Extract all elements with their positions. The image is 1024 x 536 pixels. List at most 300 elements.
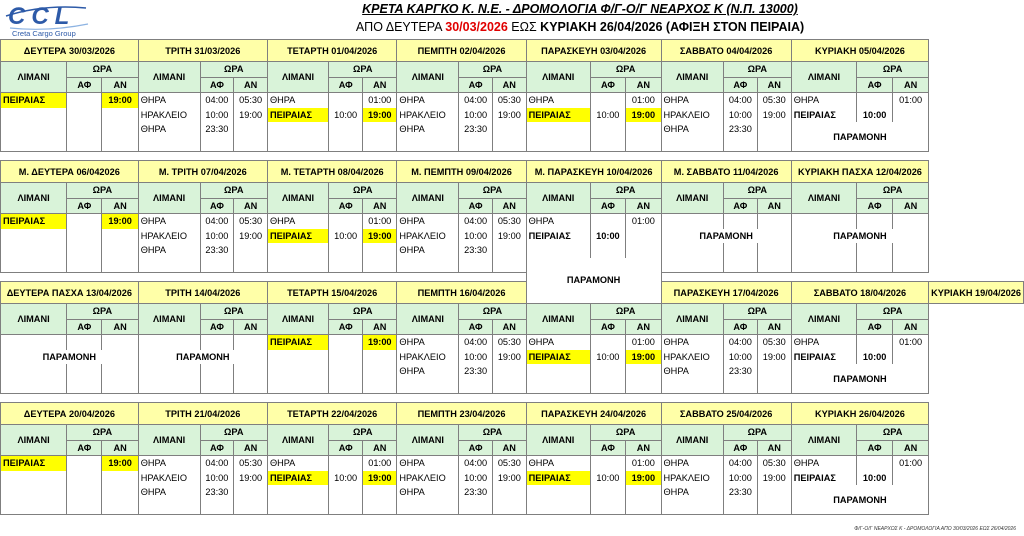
port-cell: ΗΡΑΚΛΕΙΟ: [138, 108, 200, 123]
arrival-time-cell: 19:00: [363, 471, 397, 486]
port-column-header: ΛΙΜΑΝΙ: [267, 62, 328, 93]
port-cell: ΘΗΡΑ: [397, 456, 459, 471]
arrival-time-cell: [102, 471, 138, 486]
departure-time-cell: [459, 137, 493, 152]
port-cell: ΠΕΙΡΑΙΑΣ: [267, 471, 328, 486]
port-cell: [661, 137, 723, 152]
arrival-column-header: ΑΝ: [893, 198, 929, 214]
day-header: Μ. ΣΑΒΒΑΤΟ 11/04/2026: [661, 161, 791, 183]
arrival-time-cell: [757, 122, 791, 137]
departure-column-header: ΑΦ: [67, 319, 102, 335]
schedule-grid: [0, 39, 1024, 515]
port-column-header: ΛΙΜΑΝΙ: [1, 425, 67, 456]
arrival-time-cell: 19:00: [626, 471, 661, 486]
arrival-time-cell: 05:30: [757, 335, 791, 350]
port-cell: ΠΕΙΡΑΙΑΣ: [791, 108, 856, 123]
arrival-column-header: ΑΝ: [492, 319, 526, 335]
departure-time-cell: 10:00: [329, 471, 363, 486]
day-header: ΠΕΜΠΤΗ 02/04/2026: [397, 40, 526, 62]
departure-time-cell: 23:30: [459, 485, 493, 500]
departure-time-cell: 23:30: [723, 122, 757, 137]
departure-column-header: ΑΦ: [329, 319, 363, 335]
arrival-time-cell: 01:00: [893, 93, 929, 108]
day-header: ΤΡΙΤΗ 21/04/2026: [138, 403, 267, 425]
departure-time-cell: [200, 500, 234, 515]
port-cell: [267, 485, 328, 500]
arrival-time-cell: [102, 229, 138, 244]
port-cell: ΠΕΙΡΑΙΑΣ: [791, 471, 856, 486]
departure-time-cell: [67, 243, 102, 258]
arrival-time-cell: [492, 485, 526, 500]
port-cell: ΘΗΡΑ: [267, 456, 328, 471]
port-cell: ΘΗΡΑ: [526, 93, 590, 108]
port-cell: [267, 379, 328, 394]
port-cell: [791, 258, 856, 273]
port-cell: ΠΕΙΡΑΙΑΣ: [267, 335, 328, 350]
day-header: Μ. ΠΕΜΠΤΗ 09/04/2026: [397, 161, 526, 183]
departure-column-header: ΑΦ: [67, 440, 102, 456]
arrival-time-cell: 05:30: [492, 335, 526, 350]
departure-time-cell: 23:30: [200, 122, 234, 137]
port-cell: ΗΡΑΚΛΕΙΟ: [661, 471, 723, 486]
port-cell: ΘΗΡΑ: [526, 456, 590, 471]
departure-time-cell: [723, 214, 757, 229]
port-cell: ΘΗΡΑ: [397, 93, 459, 108]
departure-time-cell: [67, 364, 102, 379]
port-column-header: ΛΙΜΑΝΙ: [267, 183, 328, 214]
time-column-header: ΩΡΑ: [200, 183, 267, 199]
departure-time-cell: [459, 258, 493, 273]
departure-column-header: ΑΦ: [200, 319, 234, 335]
arrival-time-cell: [102, 364, 138, 379]
port-cell: [138, 335, 200, 350]
departure-time-cell: [67, 214, 102, 229]
port-cell: ΠΕΙΡΑΙΑΣ: [791, 350, 856, 365]
port-column-header: ΛΙΜΑΝΙ: [397, 183, 459, 214]
departure-time-cell: [67, 471, 102, 486]
departure-time-cell: 23:30: [459, 243, 493, 258]
departure-time-cell: 10:00: [723, 108, 757, 123]
departure-time-cell: 23:30: [723, 364, 757, 379]
port-cell: ΘΗΡΑ: [397, 122, 459, 137]
arrival-time-cell: [234, 122, 268, 137]
day-header: ΣΑΒΒΑΤΟ 25/04/2026: [661, 403, 791, 425]
arrival-time-cell: [893, 471, 929, 486]
port-cell: ΠΕΙΡΑΙΑΣ: [526, 108, 590, 123]
port-cell: [1, 258, 67, 273]
port-cell: ΠΕΙΡΑΙΑΣ: [267, 229, 328, 244]
departure-column-header: ΑΦ: [590, 77, 625, 93]
departure-time-cell: 04:00: [723, 93, 757, 108]
arrival-time-cell: 19:00: [626, 350, 661, 365]
departure-time-cell: [590, 214, 625, 229]
departure-time-cell: 10:00: [200, 471, 234, 486]
arrival-time-cell: 05:30: [492, 93, 526, 108]
port-cell: ΘΗΡΑ: [267, 93, 328, 108]
arrival-time-cell: 01:00: [893, 335, 929, 350]
departure-time-cell: [329, 500, 363, 515]
week-day-header-row: [1, 403, 1024, 425]
port-column-header: ΛΙΜΑΝΙ: [526, 62, 590, 93]
time-column-header: ΩΡΑ: [200, 425, 267, 441]
arrival-time-cell: [626, 500, 661, 515]
departure-time-cell: [67, 93, 102, 108]
arrival-time-cell: [102, 500, 138, 515]
time-column-header: ΩΡΑ: [723, 183, 791, 199]
departure-time-cell: [857, 335, 893, 350]
arrival-column-header: ΑΝ: [492, 440, 526, 456]
departure-time-cell: [329, 93, 363, 108]
departure-time-cell: [200, 379, 234, 394]
departure-time-cell: 04:00: [459, 214, 493, 229]
port-column-header: ΛΙΜΑΝΙ: [661, 425, 723, 456]
departure-time-cell: 04:00: [459, 93, 493, 108]
arrival-time-cell: [363, 350, 397, 365]
port-cell: [526, 122, 590, 137]
time-column-header: ΩΡΑ: [590, 304, 661, 320]
day-header: ΠΕΜΠΤΗ 16/04/2026: [397, 282, 526, 304]
departure-time-cell: [200, 258, 234, 273]
port-cell: [1, 485, 67, 500]
stay-note: ΠΑΡΑΜΟΝΗ: [791, 364, 928, 394]
arrival-time-cell: [363, 379, 397, 394]
departure-time-cell: [723, 258, 757, 273]
arrival-time-cell: [893, 350, 929, 365]
arrival-column-header: ΑΝ: [234, 319, 268, 335]
column-header-row: [1, 62, 1024, 78]
arrival-time-cell: [102, 379, 138, 394]
departure-time-cell: [67, 500, 102, 515]
day-header: ΠΕΜΠΤΗ 23/04/2026: [397, 403, 526, 425]
departure-time-cell: [329, 485, 363, 500]
schedule-row: [1, 214, 1024, 229]
day-header: ΣΑΒΒΑΤΟ 18/04/2026: [791, 282, 928, 304]
departure-time-cell: [723, 500, 757, 515]
day-header: ΔΕΥΤΕΡΑ 30/03/2026: [1, 40, 139, 62]
creta-cargo-logo: [4, 2, 134, 38]
arrival-time-cell: 19:00: [492, 108, 526, 123]
port-cell: [1, 108, 67, 123]
departure-time-cell: 10:00: [459, 350, 493, 365]
port-cell: ΘΗΡΑ: [397, 364, 459, 379]
time-column-header: ΩΡΑ: [459, 183, 526, 199]
port-cell: ΘΗΡΑ: [661, 93, 723, 108]
departure-time-cell: 10:00: [590, 350, 625, 365]
port-cell: [267, 500, 328, 515]
arrival-time-cell: 01:00: [363, 456, 397, 471]
port-cell: [397, 379, 459, 394]
departure-time-cell: 23:30: [459, 122, 493, 137]
port-cell: [1, 229, 67, 244]
departure-time-cell: 10:00: [723, 350, 757, 365]
port-cell: [661, 214, 723, 229]
arrival-column-header: ΑΝ: [626, 319, 661, 335]
schedule-row: [1, 108, 1024, 123]
arrival-time-cell: [757, 214, 791, 229]
week-day-header-row: [1, 282, 1024, 304]
time-column-header: ΩΡΑ: [200, 62, 267, 78]
arrival-time-cell: [234, 485, 268, 500]
port-cell: [138, 500, 200, 515]
departure-time-cell: [857, 93, 893, 108]
port-cell: ΘΗΡΑ: [138, 243, 200, 258]
port-cell: ΘΗΡΑ: [661, 364, 723, 379]
departure-time-cell: [67, 379, 102, 394]
arrival-time-cell: [102, 243, 138, 258]
arrival-column-header: ΑΝ: [102, 77, 138, 93]
arrival-time-cell: [626, 137, 661, 152]
departure-time-cell: [329, 137, 363, 152]
date-range-subtitle: ΑΠΟ ΔΕΥΤΕΡΑ 30/03/2026 ΕΩΣ ΚΥΡΙΑΚΗ 26/04/2026 (ΑΦΙΞΗ ΣΤΟΝ ΠΕΙΡΑΙΑ): [355, 20, 805, 34]
week-spacer-row: [1, 152, 1024, 161]
port-cell: ΘΗΡΑ: [267, 214, 328, 229]
departure-time-cell: [67, 137, 102, 152]
schedule-table: [0, 39, 1024, 515]
page-title: ΚΡΕΤΑ ΚΑΡΓΚΟ Κ. Ν.Ε. - ΔΡΟΜΟΛΟΓΙΑ Φ/Γ-Ο/Γ ΝΕΑΡΧΟΣ Κ (Ν.Π. 13000): [362, 2, 798, 16]
arrival-time-cell: [363, 500, 397, 515]
arrival-time-cell: 05:30: [757, 456, 791, 471]
port-cell: [138, 258, 200, 273]
departure-time-cell: [329, 122, 363, 137]
departure-time-cell: [590, 364, 625, 379]
arrival-time-cell: [363, 364, 397, 379]
port-cell: [526, 243, 590, 258]
port-cell: ΠΕΙΡΑΙΑΣ: [1, 214, 67, 229]
arrival-time-cell: [757, 243, 791, 258]
day-header: ΤΕΤΑΡΤΗ 22/04/2026: [267, 403, 396, 425]
departure-time-cell: [459, 379, 493, 394]
arrival-time-cell: 19:00: [757, 350, 791, 365]
departure-time-cell: [590, 93, 625, 108]
port-column-header: ΛΙΜΑΝΙ: [267, 304, 328, 335]
departure-column-header: ΑΦ: [723, 198, 757, 214]
schedule-row: [1, 229, 1024, 244]
arrival-time-cell: [492, 500, 526, 515]
schedule-row: [1, 258, 1024, 273]
page-header: [0, 0, 1024, 38]
port-column-header: ΛΙΜΑΝΙ: [267, 425, 328, 456]
port-cell: [267, 137, 328, 152]
port-cell: ΘΗΡΑ: [661, 485, 723, 500]
arrival-time-cell: [893, 214, 929, 229]
arrival-time-cell: [626, 364, 661, 379]
arrival-time-cell: 05:30: [234, 456, 268, 471]
stay-note: ΠΑΡΑΜΟΝΗ: [791, 485, 928, 515]
svg-text:Creta Cargo Group: Creta Cargo Group: [12, 29, 76, 38]
schedule-row: [1, 485, 1024, 500]
arrival-time-cell: [102, 485, 138, 500]
departure-column-header: ΑΦ: [329, 198, 363, 214]
arrival-time-cell: 19:00: [492, 350, 526, 365]
departure-time-cell: [329, 350, 363, 365]
port-cell: ΘΗΡΑ: [526, 335, 590, 350]
departure-time-cell: [67, 258, 102, 273]
time-column-header: ΩΡΑ: [329, 304, 397, 320]
arrival-time-cell: [234, 379, 268, 394]
port-column-header: ΛΙΜΑΝΙ: [661, 183, 723, 214]
week-spacer-row: [1, 273, 1024, 282]
arrival-time-cell: 05:30: [234, 214, 268, 229]
port-cell: [791, 243, 856, 258]
day-header: ΔΕΥΤΕΡΑ 20/04/2026: [1, 403, 139, 425]
arrival-time-cell: [492, 122, 526, 137]
port-cell: [1, 471, 67, 486]
arrival-time-cell: [492, 258, 526, 273]
arrival-time-cell: 19:00: [757, 471, 791, 486]
port-column-header: ΛΙΜΑΝΙ: [1, 304, 67, 335]
arrival-time-cell: [363, 137, 397, 152]
time-column-header: ΩΡΑ: [329, 425, 397, 441]
port-cell: ΗΡΑΚΛΕΙΟ: [397, 471, 459, 486]
departure-column-header: ΑΦ: [723, 319, 757, 335]
arrival-column-header: ΑΝ: [893, 319, 929, 335]
time-column-header: ΩΡΑ: [857, 304, 929, 320]
departure-time-cell: 23:30: [200, 243, 234, 258]
departure-time-cell: 23:30: [459, 364, 493, 379]
departure-time-cell: [590, 379, 625, 394]
arrival-time-cell: [626, 485, 661, 500]
departure-time-cell: 10:00: [590, 471, 625, 486]
port-cell: [661, 258, 723, 273]
arrival-time-cell: [626, 122, 661, 137]
departure-column-header: ΑΦ: [200, 440, 234, 456]
departure-time-cell: 04:00: [723, 335, 757, 350]
arrival-time-cell: 19:00: [757, 108, 791, 123]
arrival-time-cell: [757, 485, 791, 500]
departure-time-cell: [857, 243, 893, 258]
arrival-time-cell: 19:00: [492, 471, 526, 486]
departure-column-header: ΑΦ: [590, 440, 625, 456]
arrival-column-header: ΑΝ: [363, 77, 397, 93]
day-header: ΚΥΡΙΑΚΗ 05/04/2026: [791, 40, 928, 62]
arrival-time-cell: [363, 258, 397, 273]
port-cell: ΘΗΡΑ: [661, 456, 723, 471]
arrival-column-header: ΑΝ: [757, 319, 791, 335]
departure-column-header: ΑΦ: [67, 77, 102, 93]
arrival-time-cell: [102, 137, 138, 152]
arrival-column-header: ΑΝ: [492, 77, 526, 93]
port-cell: ΘΗΡΑ: [138, 485, 200, 500]
port-cell: ΗΡΑΚΛΕΙΟ: [397, 108, 459, 123]
port-column-header: ΛΙΜΑΝΙ: [661, 62, 723, 93]
departure-time-cell: [590, 137, 625, 152]
port-cell: [397, 500, 459, 515]
port-cell: ΗΡΑΚΛΕΙΟ: [661, 108, 723, 123]
departure-time-cell: 04:00: [200, 214, 234, 229]
stay-note: ΠΑΡΑΜΟΝΗ: [138, 350, 267, 365]
arrival-time-cell: [492, 137, 526, 152]
departure-time-cell: [723, 379, 757, 394]
time-column-header: ΩΡΑ: [329, 183, 397, 199]
departure-time-cell: 04:00: [200, 456, 234, 471]
arrival-column-header: ΑΝ: [626, 198, 661, 214]
departure-time-cell: [329, 243, 363, 258]
time-column-header: ΩΡΑ: [723, 304, 791, 320]
schedule-row: [1, 122, 1024, 137]
port-cell: [138, 137, 200, 152]
departure-column-header: ΑΦ: [459, 198, 493, 214]
port-cell: [1, 500, 67, 515]
arrival-time-cell: [757, 500, 791, 515]
port-column-header: ΛΙΜΑΝΙ: [1, 183, 67, 214]
port-cell: ΘΗΡΑ: [791, 456, 856, 471]
arrival-column-header: ΑΝ: [234, 77, 268, 93]
port-column-header: ΛΙΜΑΝΙ: [791, 425, 856, 456]
day-header: Μ. ΠΑΡΑΣΚΕΥΗ 10/04/2026: [526, 161, 661, 183]
arrival-column-header: ΑΝ: [757, 440, 791, 456]
time-column-header: ΩΡΑ: [590, 425, 661, 441]
week-spacer: [1, 273, 929, 282]
departure-time-cell: 10:00: [590, 108, 625, 123]
arrival-column-header: ΑΝ: [626, 440, 661, 456]
departure-time-cell: 10:00: [329, 108, 363, 123]
arrival-time-cell: [234, 258, 268, 273]
departure-column-header: ΑΦ: [200, 77, 234, 93]
departure-column-header: ΑΦ: [857, 319, 893, 335]
port-cell: [1, 243, 67, 258]
day-header: ΤΡΙΤΗ 14/04/2026: [138, 282, 267, 304]
departure-time-cell: 10:00: [459, 108, 493, 123]
time-column-header: ΩΡΑ: [857, 183, 929, 199]
port-cell: ΘΗΡΑ: [138, 93, 200, 108]
port-cell: ΘΗΡΑ: [138, 456, 200, 471]
arrival-time-cell: [234, 500, 268, 515]
arrival-time-cell: [757, 258, 791, 273]
column-header-row: [1, 304, 1024, 320]
port-cell: [1, 122, 67, 137]
day-header: ΔΕΥΤΕΡΑ ΠΑΣΧΑ 13/04/2026: [1, 282, 139, 304]
departure-time-cell: 04:00: [459, 335, 493, 350]
departure-time-cell: [67, 108, 102, 123]
footer-note: Φ/Γ-Ο/Γ ΝΕΑΡΧΟΣ Κ - ΔΡΟΜΟΛΟΓΙΑ ΑΠΟ 30/03/2026 ΕΩΣ 26/04/2026: [854, 526, 1016, 532]
departure-time-cell: 10:00: [857, 471, 893, 486]
port-column-header: ΛΙΜΑΝΙ: [138, 62, 200, 93]
departure-time-cell: [857, 456, 893, 471]
port-cell: [267, 243, 328, 258]
arrival-time-cell: 19:00: [363, 108, 397, 123]
arrival-time-cell: 05:30: [492, 214, 526, 229]
arrival-column-header: ΑΝ: [757, 77, 791, 93]
departure-column-header: ΑΦ: [857, 77, 893, 93]
port-cell: [138, 379, 200, 394]
port-column-header: ΛΙΜΑΝΙ: [526, 183, 590, 214]
time-column-header: ΩΡΑ: [857, 62, 929, 78]
time-column-header: ΩΡΑ: [459, 425, 526, 441]
day-header: ΚΥΡΙΑΚΗ 19/04/2026: [929, 282, 1024, 304]
arrival-time-cell: 19:00: [363, 229, 397, 244]
arrival-time-cell: [234, 364, 268, 379]
time-column-header: ΩΡΑ: [329, 62, 397, 78]
arrival-time-cell: 01:00: [893, 456, 929, 471]
arrival-time-cell: [757, 379, 791, 394]
port-column-header: ΛΙΜΑΝΙ: [661, 304, 723, 335]
port-cell: [526, 485, 590, 500]
week-spacer: [1, 152, 929, 161]
port-cell: ΘΗΡΑ: [138, 214, 200, 229]
departure-time-cell: [329, 364, 363, 379]
port-cell: [267, 258, 328, 273]
departure-time-cell: 10:00: [590, 229, 625, 244]
day-header: ΚΥΡΙΑΚΗ ΠΑΣΧΑ 12/04/2026: [791, 161, 928, 183]
departure-column-header: ΑΦ: [723, 440, 757, 456]
port-cell: ΘΗΡΑ: [661, 122, 723, 137]
port-column-header: ΛΙΜΑΝΙ: [397, 304, 459, 335]
departure-column-header: ΑΦ: [590, 319, 625, 335]
departure-time-cell: [329, 456, 363, 471]
port-cell: ΘΗΡΑ: [138, 122, 200, 137]
port-cell: ΘΗΡΑ: [791, 335, 856, 350]
departure-time-cell: [200, 335, 234, 350]
